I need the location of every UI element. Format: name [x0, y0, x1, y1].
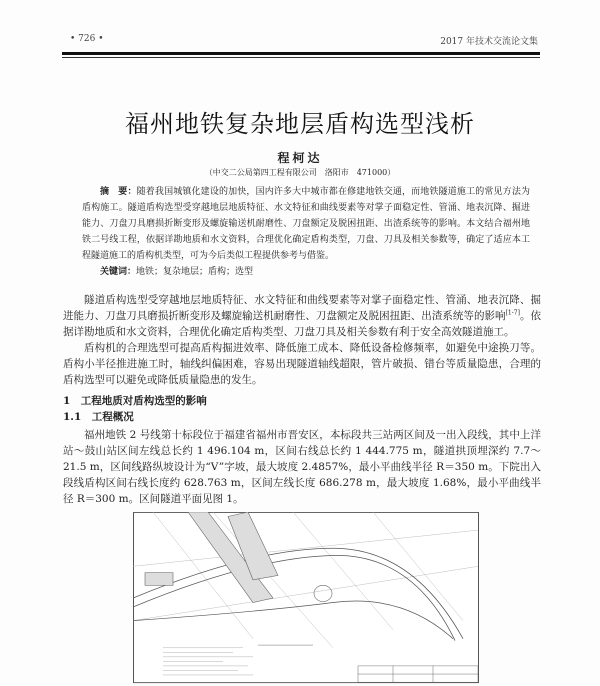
paper-title: 福州地铁复杂地层盾构选型浅析 — [125, 110, 475, 138]
affiliation: （中交二公局第四工程有限公司 洛阳市 471000） — [204, 168, 396, 177]
introduction — [63, 292, 541, 388]
journal-name: 2017 年技术交流论文集 — [440, 37, 538, 47]
tunnel-plan-figure — [133, 512, 481, 684]
abstract-text: 随着我国城镇化建设的加快，国内许多大中城市都在修建地铁交通，而地铁隧道施工的常见方法为盾构施工。隧道盾构选型受穿越地层地质特征、水文特征和曲线要素等对掌子面稳定性、管涌、地表沉降、掘进能力、刀盘刀具磨损折断变形及螺旋输送机耐磨性、刀盘额定及脱困扭距、出渣系统等的影响。本文结合福州地铁二号线工程，依据详勘地质和水文资料，合理优化确定盾构类型，刀盘、刀具及相关参数等，确定了适应本工程隧道施工的盾构机类型，可为今后类似工程提供参考与借鉴。 — [82, 187, 530, 261]
author: 程柯达 — [277, 151, 323, 165]
project-overview-paragraph: 福州地铁 2 号线第十标段位于福建省福州市晋安区，本标段共三站两区间及一出入段线，其中上洋站～鼓山站区间左线总长约 1 496.104 m，区间右线总长约 1 444.775 m，隧道拱顶埋深约 7.7～21.5 m，区间线路纵坡设计为“V”字坡，最大坡度 2.4857%，最小平曲线半径 R＝350 m。下院出入段线盾构区间右线长度约 628.763 m，区间左线长度 686.278 m，最大坡度 1.68%，最小平曲线半径 R＝300 m。区间隧道平面见图 1。 — [63, 429, 541, 505]
intro-paragraph-2: 盾构机的合理选型可提高盾构掘进效率、降低施工成本、降低设备检修频率，如避免中途换刀等。盾构小半径推进施工时，轴线纠偏困难，容易出现隧道轴线超限，管片破损、错台等质量隐患，合理的盾构选型可以避免或降低质量隐患的发生。 — [63, 342, 541, 386]
abstract — [82, 184, 530, 280]
header-rule-thin — [62, 57, 540, 58]
section-body — [63, 427, 541, 507]
section-heading: 1 工程地质对盾构选型的影响 — [63, 395, 207, 407]
keywords-label: 关键词： — [100, 267, 137, 277]
keywords-text: 地铁；复杂地层；盾构；选型 — [136, 267, 254, 277]
abstract-label: 摘 要： — [100, 187, 137, 197]
citation: [1-7] — [505, 309, 520, 317]
intro-paragraph-1 — [63, 292, 541, 340]
header-rule — [62, 52, 540, 55]
figure-border — [134, 512, 479, 682]
intro-p1-tail: 。依据详勘地质和水文资料，合理优化确定盾构类型、刀盘刀具及相关参数有利于安全高效隧道施工。 — [63, 310, 542, 338]
subsection-heading: 1.1 工程概况 — [63, 411, 134, 423]
intro-p1-text: 隧道盾构选型受穿越地层地质特征、水文特征和曲线要素等对掌子面稳定性、管涌、地表沉降、掘进能力、刀盘刀具磨损折断变形及螺旋输送机耐磨性、刀盘额定及脱困扭距、出渣系统等的影响 — [63, 294, 541, 322]
page-number: • 726 • — [70, 34, 104, 44]
